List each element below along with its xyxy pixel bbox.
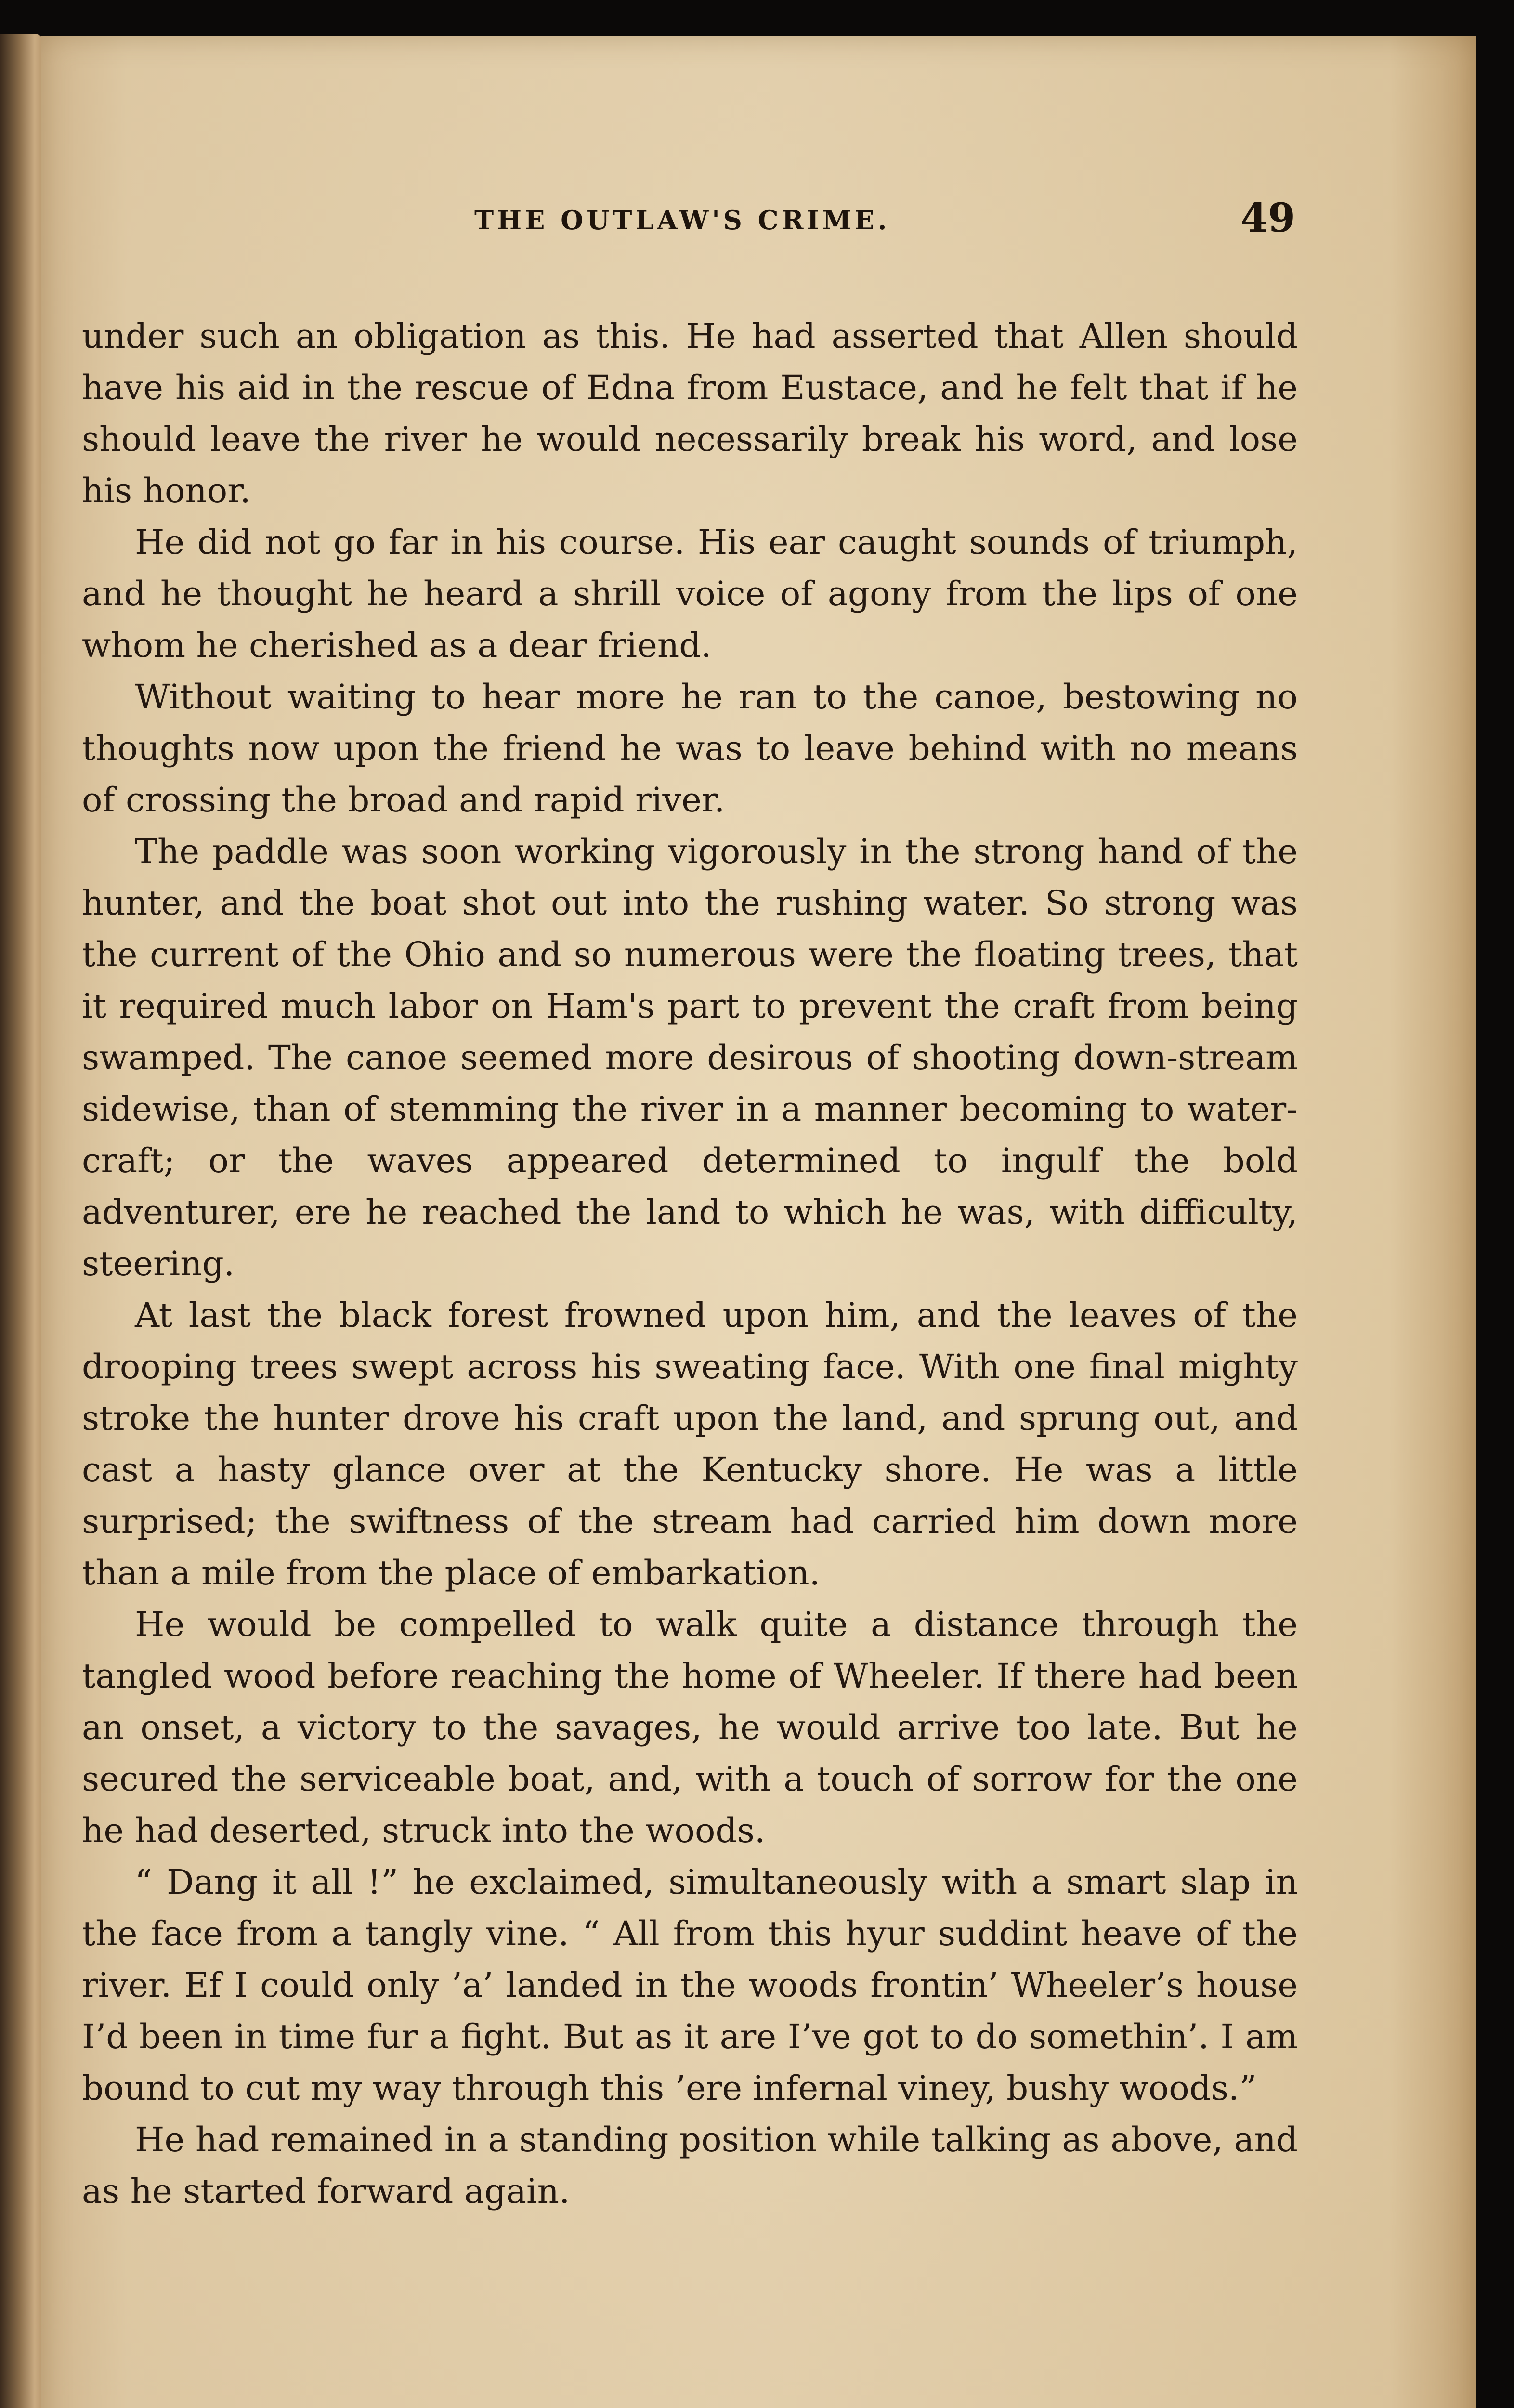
paragraph: “ Dang it all !” he exclaimed, simultaneously with a smart slap in the face from a tangly vine. “ All from this hyur suddint heave of the river. Ef I could only ’a’ landed in the woods frontin’ Wheeler’s house I’d been in time fur a fight. But as it are I’ve got to do somethin’. I am bound to cut my way through this ’ere infernal viney, bushy woods.” — [82, 1862, 1298, 2108]
paragraph: He would be compelled to walk quite a distance through the tangled wood before reaching the home of Wheeler. If there had been an onset, a victory to the savages, he would arrive too late. But he secured the serviceable boat, and, with a touch of sorrow for the one he had deserted, struck into the woods. — [82, 1605, 1298, 1850]
paragraph: Without waiting to hear more he ran to the canoe, bestowing no thoughts now upon the friend he was to leave behind with no means of crossing the broad and rapid river. — [82, 677, 1298, 820]
book-page — [41, 36, 1476, 2408]
page-number: 49 — [1240, 195, 1295, 241]
book-spine-edge — [0, 34, 43, 2408]
paragraph: He did not go far in his course. His ear caught sounds of triumph, and he thought he heard a shrill voice of agony from the lips of one whom he cherished as a dear friend. — [82, 523, 1298, 665]
paragraph: He had remained in a standing position while talking as above, and as he started forward again. — [82, 2120, 1298, 2211]
running-title: THE OUTLAW'S CRIME. — [474, 205, 890, 236]
running-head — [41, 195, 1476, 253]
body-text — [82, 311, 1298, 2217]
paragraph: The paddle was soon working vigorously in the strong hand of the hunter, and the boat shot out into the rushing water. So strong was the current of the Ohio and so numerous were the floating trees, that it required much labor on Ham's part to prevent the craft from being swamped. The canoe seemed more desirous of shooting down-stream sidewise, than of stemming the river in a manner becoming to water-craft; or the waves appeared determined to ingulf the bold adventurer, ere he reached the land to which he was, with difficulty, steering. — [82, 832, 1298, 1283]
paragraph: At last the black forest frowned upon him, and the leaves of the drooping trees swept across his sweating face. With one final mighty stroke the hunter drove his craft upon the land, and sprung out, and cast a hasty glance over at the Kentucky shore. He was a little surprised; the swiftness of the stream had carried him down more than a mile from the place of embarkation. — [82, 1296, 1298, 1593]
paragraph: under such an obligation as this. He had asserted that Allen should have his aid in the rescue of Edna from Eustace, and he felt that if he should leave the river he would necessarily break his word, and lose his honor. — [82, 316, 1298, 510]
